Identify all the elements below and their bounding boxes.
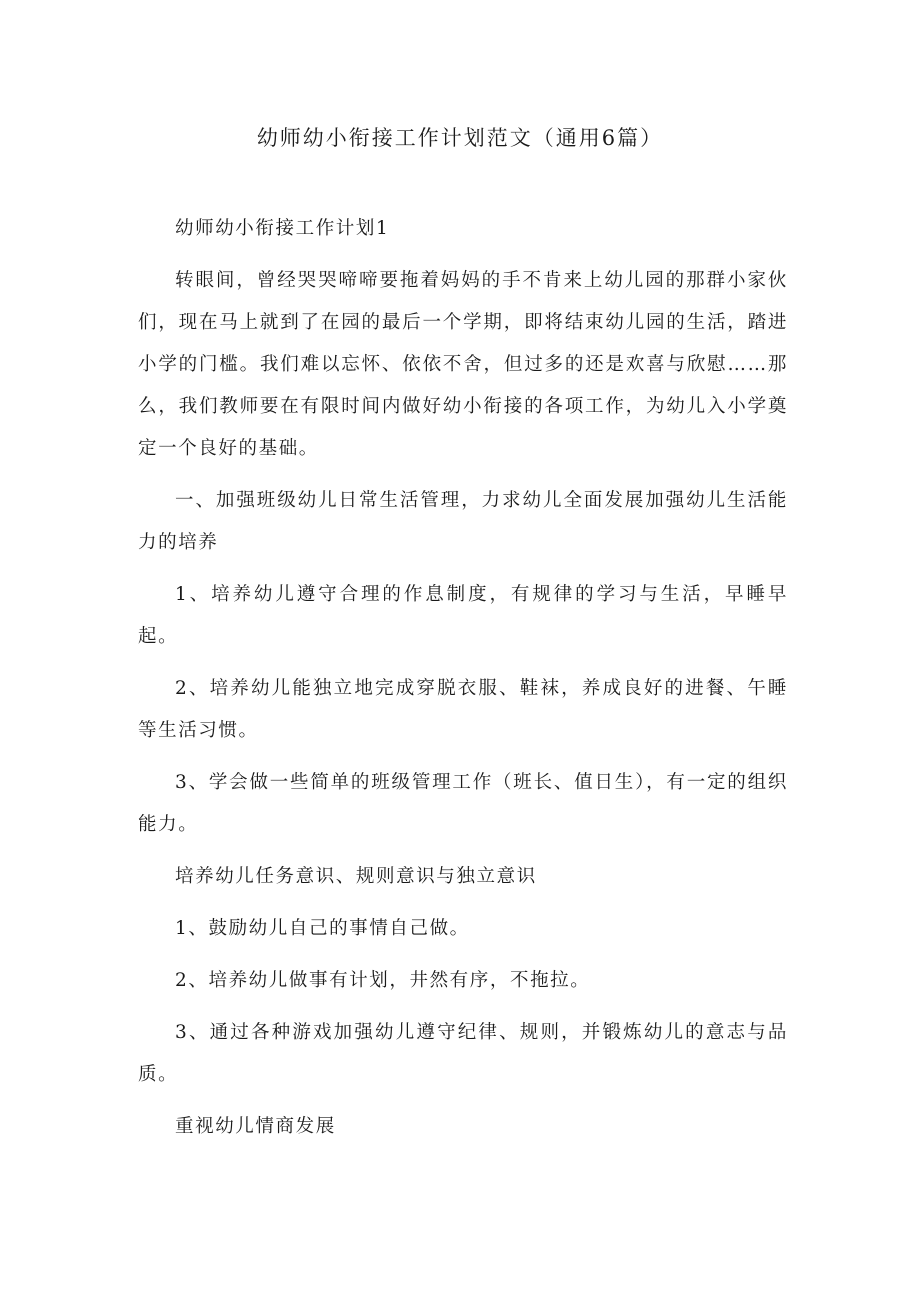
paragraph-subheading: 重视幼儿情商发展 [175,1116,336,1137]
section-title: 幼师幼小衔接工作计划1 [175,218,390,239]
paragraph-item: 3、通过各种游戏加强幼儿遵守纪律、规则，并锻炼幼儿的意志与品质。 [138,1022,788,1085]
paragraph-heading-1: 一、加强班级幼儿日常生活管理，力求幼儿全面发展加强幼儿生活能力的培养 [138,490,788,553]
paragraph-item: 1、培养幼儿遵守合理的作息制度，有规律的学习与生活，早睡早起。 [138,584,788,647]
document-title: 幼师幼小衔接工作计划范文（通用6篇） [256,126,664,150]
document-body [138,208,788,1158]
paragraph-subheading: 培养幼儿任务意识、规则意识与独立意识 [175,866,537,887]
paragraph-intro: 转眼间，曾经哭哭啼啼要拖着妈妈的手不肯来上幼儿园的那群小家伙们，现在马上就到了在园的最后一个学期，即将结束幼儿园的生活，踏进小学的门槛。我们难以忘怀、依依不舍，但过多的还是欢喜与欣慰……那么，我们教师要在有限时间内做好幼小衔接的各项工作，为幼儿入小学奠定一个良好的基础。 [138,270,788,459]
paragraph-item: 2、培养幼儿做事有计划，井然有序，不拖拉。 [175,970,591,991]
paragraph-item: 1、鼓励幼儿自己的事情自己做。 [175,918,470,939]
paragraph-item: 2、培养幼儿能独立地完成穿脱衣服、鞋袜，养成良好的进餐、午睡等生活习惯。 [138,678,788,741]
paragraph-item: 3、学会做一些简单的班级管理工作（班长、值日生），有一定的组织能力。 [138,772,788,835]
